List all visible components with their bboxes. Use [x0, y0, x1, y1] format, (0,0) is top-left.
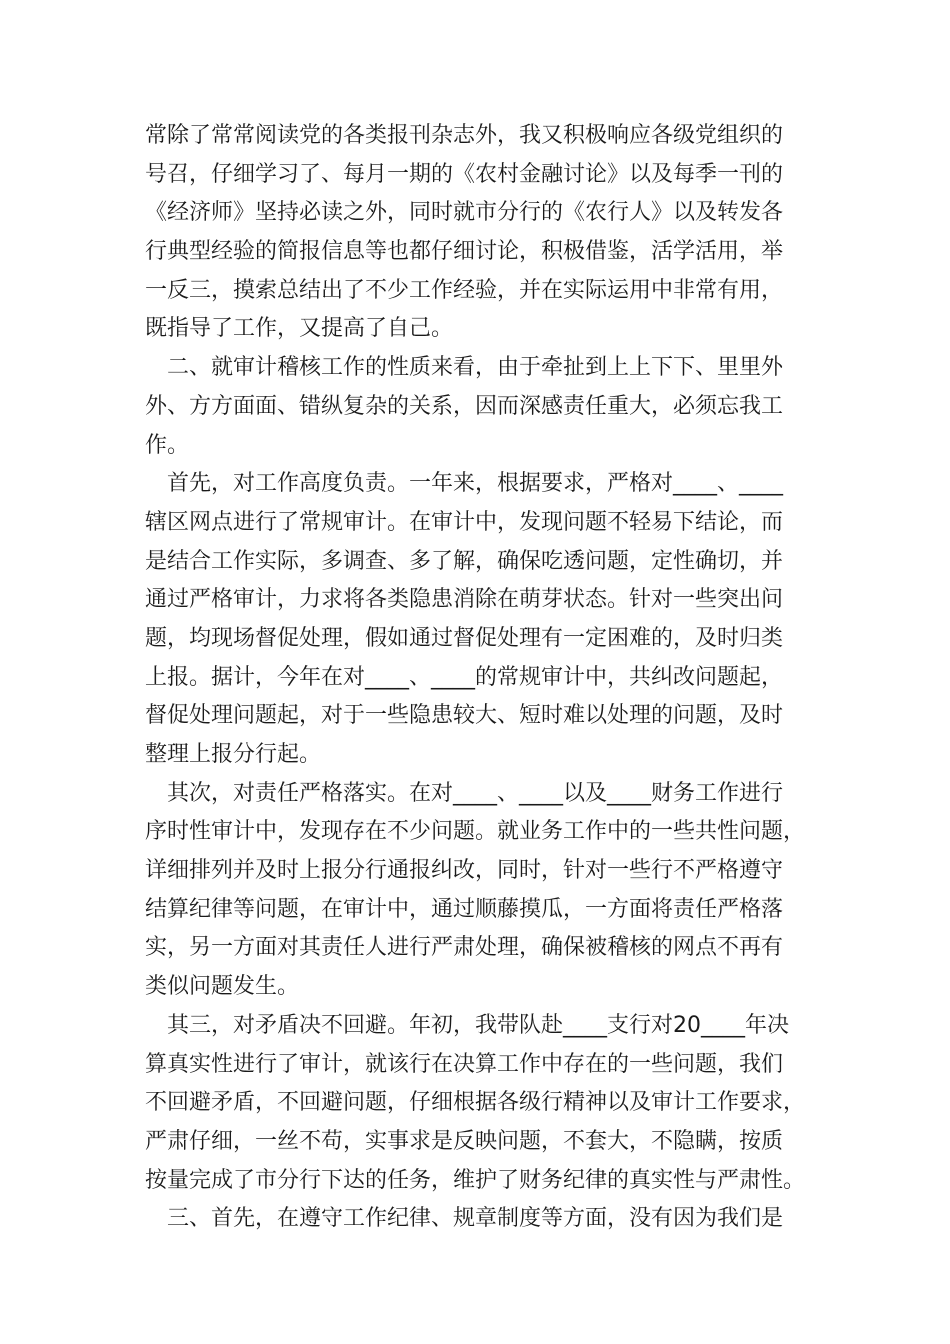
text-line: 作。 — [145, 432, 190, 458]
text-line: 辖区网点进行了常规审计。在审计中，发现问题不轻易下结论，而 — [145, 509, 784, 535]
text-line: 实，另一方面对其责任人进行严肃处理，确保被稽核的网点不再有 — [145, 935, 784, 961]
text-line: 整理上报分行起。 — [145, 742, 322, 767]
text-line: 三、首先，在遵守工作纪律、规章制度等方面，没有因为我们是 — [167, 1206, 784, 1232]
text-line: 其三，对矛盾决不回避。年初，我带队赴____支行对20____年决 — [167, 1012, 789, 1038]
text-line: 行典型经验的简报信息等也都仔细讨论，积极借鉴，活学活用，举 — [145, 239, 784, 265]
text-line: 督促处理问题起，对于一些隐患较大、短时难以处理的问题，及时 — [145, 703, 784, 729]
text-line: 严肃仔细，一丝不苟，实事求是反映问题，不套大，不隐瞒，按质 — [145, 1128, 784, 1154]
text-line: 序时性审计中，发现存在不少问题。就业务工作中的一些共性问题， — [145, 819, 806, 845]
text-line: 二、就审计稽核工作的性质来看，由于牵扯到上上下下、里里外 — [167, 355, 784, 381]
text-line: 结算纪律等问题，在审计中，通过顺藤摸瓜，一方面将责任严格落 — [145, 896, 784, 922]
text-line: 上报。据计，今年在对____、____的常规审计中，共纠改问题起， — [145, 664, 784, 690]
text-line: 题，均现场督促处理，假如通过督促处理有一定困难的，及时归类 — [145, 625, 784, 651]
text-line: 《经济师》坚持必读之外，同时就市分行的《农行人》以及转发各 — [145, 200, 784, 226]
text-line: 其次，对责任严格落实。在对____、____以及____财务工作进行 — [167, 780, 784, 806]
text-line: 常除了常常阅读党的各类报刊杂志外，我又积极响应各级党组织的 — [145, 123, 784, 148]
text-line: 按量完成了市分行下达的任务，维护了财务纪律的真实性与严肃性。 — [145, 1167, 806, 1193]
text-line: 号召，仔细学习了、每月一期的《农村金融讨论》以及每季一刊的 — [145, 161, 784, 187]
text-line: 首先，对工作高度负责。一年来，根据要求，严格对____、____ — [167, 471, 784, 497]
text-line: 算真实性进行了审计，就该行在决算工作中存在的一些问题，我们 — [145, 1051, 784, 1077]
text-line: 外、方方面面、错纵复杂的关系，因而深感责任重大，必须忘我工 — [145, 393, 784, 419]
document-body — [145, 117, 810, 1239]
text-line: 类似问题发生。 — [145, 974, 300, 1000]
text-line: 一反三，摸索总结出了不少工作经验，并在实际运用中非常有用， — [145, 277, 784, 303]
text-line: 是结合工作实际，多调查、多了解，确保吃透问题，定性确切，并 — [145, 548, 784, 574]
text-line: 详细排列并及时上报分行通报纠改，同时，针对一些行不严格遵守 — [145, 858, 784, 884]
text-line: 不回避矛盾，不回避问题，仔细根据各级行精神以及审计工作要求， — [145, 1090, 806, 1116]
text-line: 既指导了工作，又提高了自己。 — [145, 316, 454, 342]
text-line: 通过严格审计，力求将各类隐患消除在萌芽状态。针对一些突出问 — [145, 587, 784, 613]
